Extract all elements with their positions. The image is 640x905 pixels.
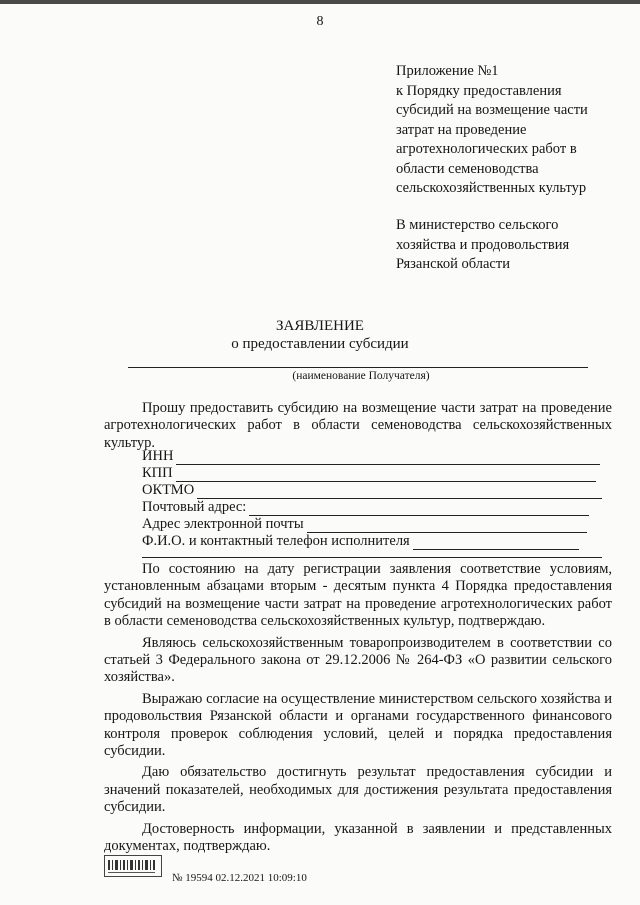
field-oktmo	[142, 482, 602, 499]
appendix-line: затрат на проведение	[396, 121, 527, 138]
field-label: ОКТМО	[142, 482, 195, 498]
field-label: КПП	[142, 465, 173, 481]
appendix-line: к Порядку предоставления	[396, 82, 562, 99]
registration-footer: № 19594 02.12.2021 10:09:10	[172, 872, 307, 884]
field-email	[142, 516, 587, 533]
contact-continuation-line	[142, 557, 602, 558]
field-line	[176, 452, 600, 465]
field-label: Почтовый адрес:	[142, 499, 247, 515]
appendix-line: агротехнологических работ в	[396, 141, 577, 157]
statement-paragraph: Даю обязательство достигнуть результат предоставления субсидии и значений показателей, необходимых для достижения результата предоставления субсидии.	[104, 764, 612, 816]
field-line	[197, 486, 602, 499]
recipient-name-line	[128, 367, 588, 368]
document-subtitle: о предоставлении субсидии	[231, 336, 409, 352]
field-postal-address	[142, 499, 589, 516]
field-label: Ф.И.О. и контактный телефон исполнителя	[142, 533, 410, 549]
appendix-line: субсидий на возмещение части	[396, 102, 588, 118]
appendix-block	[396, 62, 588, 199]
scan-edge	[0, 0, 640, 4]
field-label: Адрес электронной почты	[142, 516, 304, 532]
field-kpp	[142, 465, 596, 482]
field-inn	[142, 448, 600, 465]
field-contact-person	[142, 533, 579, 550]
barcode-icon	[105, 856, 161, 876]
addressee-line: В министерство сельского	[396, 217, 559, 233]
appendix-line: сельскохозяйственных культур	[396, 180, 587, 196]
statements-block	[104, 561, 612, 860]
request-text: Прошу предоставить субсидию на возмещение части затрат на проведение агротехнологических работ в области семеноводства сельскохозяйственных культур.	[104, 400, 612, 451]
statement-paragraph: Выражаю согласие на осуществление министерством сельского хозяйства и продовольствия Рязанской области и органами государственного финансового контроля проверок соблюдения условий, целей и порядка предоставления субсидии.	[104, 690, 612, 760]
addressee-block	[396, 216, 569, 275]
field-line	[307, 520, 587, 533]
addressee-line: Рязанской области	[396, 256, 510, 272]
page-number: 8	[316, 14, 324, 29]
barcode-stamp	[104, 855, 162, 877]
appendix-line: области семеноводства	[396, 160, 539, 177]
statement-paragraph: Достоверность информации, указанной в заявлении и представленных документах, подтверждаю.	[104, 820, 612, 855]
field-line	[176, 469, 596, 482]
field-line	[249, 503, 589, 516]
recipient-caption: (наименование Получателя)	[292, 370, 430, 382]
addressee-line: хозяйства и продовольствия	[396, 236, 570, 253]
field-line	[413, 537, 579, 550]
document-title: ЗАЯВЛЕНИЕ	[276, 318, 364, 334]
field-label: ИНН	[142, 448, 174, 464]
statement-paragraph: По состоянию на дату регистрации заявления соответствие условиям, установленным абзацами вторым - десятым пункта 4 Порядка предоставления субсидий на возмещение части затрат на проведение агротехнологических работ в области семеноводства сельскохозяйственных культур, подтверждаю.	[104, 561, 612, 630]
statement-paragraph: Являюсь сельскохозяйственным товаропроизводителем в соответствии со статьей 3 Федерального закона от 29.12.2006 № 264-ФЗ «О развитии сельского хозяйства».	[104, 634, 612, 686]
appendix-line: Приложение №1	[396, 63, 499, 79]
